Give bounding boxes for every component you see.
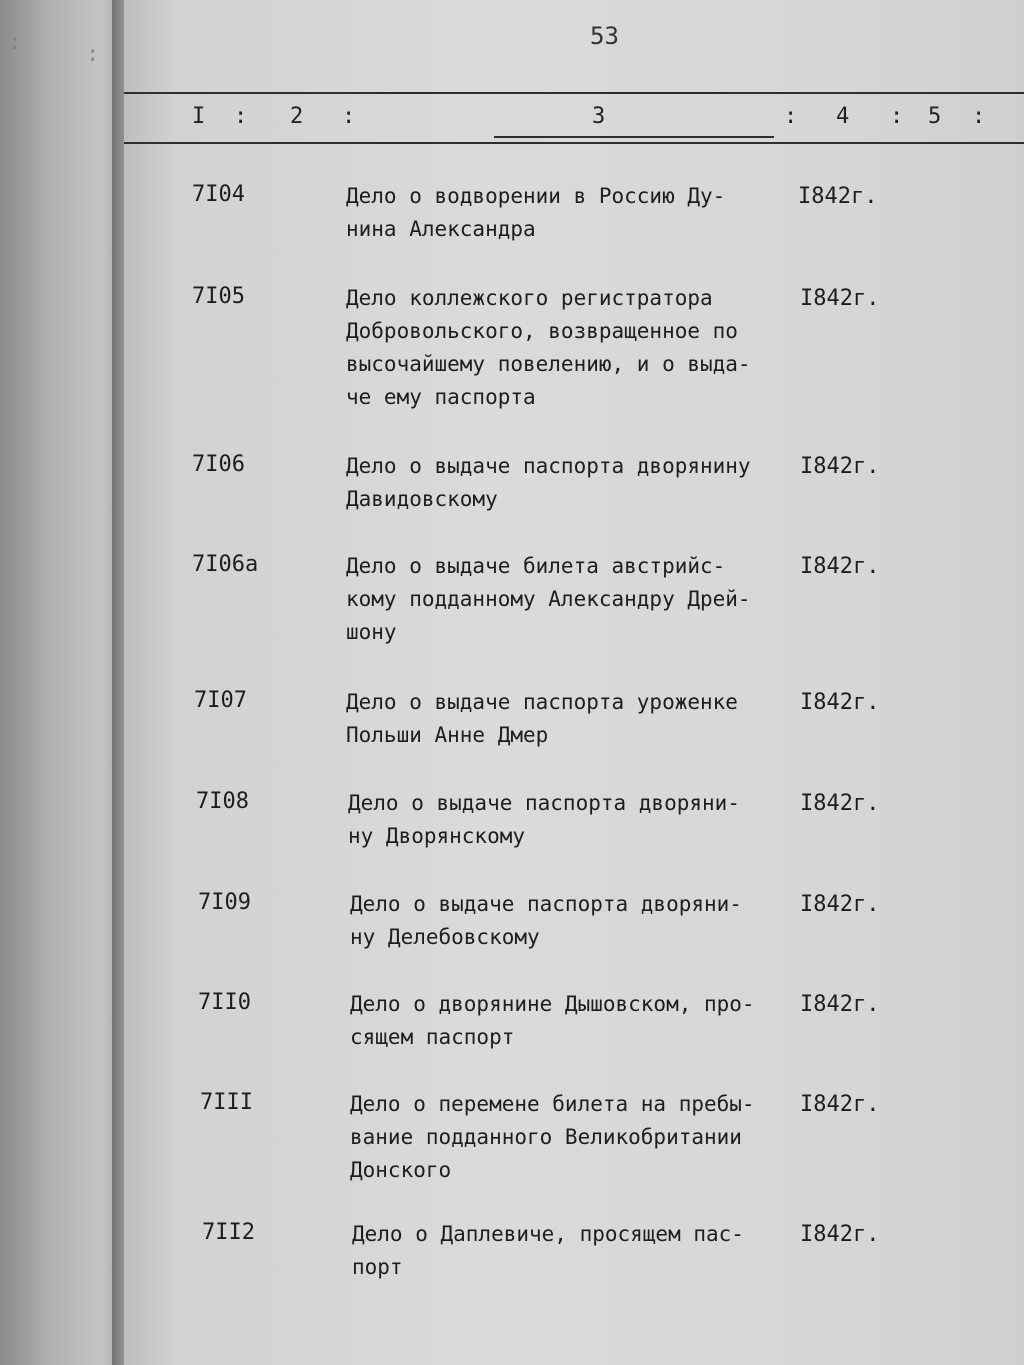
entry-description — [350, 888, 742, 954]
entry-description-line: Дело о выдаче билета австрийс- — [346, 554, 726, 578]
entry-description-line: Дело о дворянине Дышовском, про- — [350, 992, 755, 1016]
entry-description — [350, 1088, 755, 1187]
entry-year: I842г. — [800, 286, 880, 311]
document-page — [124, 0, 1024, 1365]
entry-description-line: вание подданного Великобритании — [350, 1125, 742, 1149]
column-head-2: 2 — [290, 104, 304, 129]
column-head-5: 5 — [928, 104, 942, 129]
entry-description-line: Дело о выдаче паспорта дворяни- — [350, 892, 742, 916]
entry-description-line: порт — [352, 1255, 403, 1279]
entry-description-line: Добровольского, возвращенное по — [346, 319, 738, 343]
entry-year: I842г. — [800, 992, 880, 1017]
previous-page-edge: : : — [0, 0, 128, 1365]
entry-description-line: Дело о перемене билета на пребы- — [350, 1092, 755, 1116]
entry-number: 7I04 — [192, 182, 245, 207]
entry-description-line: кому подданному Александру Дрей- — [346, 587, 751, 611]
entry-description-line: Дело о водворении в Россию Ду- — [346, 184, 726, 208]
entry-description-line: Польши Анне Дмер — [346, 723, 549, 747]
entry-description-line: че ему паспорта — [346, 385, 536, 409]
entry-description — [350, 988, 755, 1054]
column-separator: : — [784, 104, 798, 129]
entry-year: I842г. — [800, 554, 880, 579]
entry-description — [346, 686, 738, 752]
entry-description — [346, 450, 751, 516]
entry-description-line: шону — [346, 620, 397, 644]
entry-number: 7I08 — [196, 789, 249, 814]
entry-year: I842г. — [798, 184, 878, 209]
column-separator: : — [234, 104, 248, 129]
entry-description-line: ну Дворянскому — [348, 824, 526, 848]
entry-description-line: Дело о выдаче паспорта уроженке — [346, 690, 738, 714]
entry-description-line: Давидовскому — [346, 487, 498, 511]
entry-description-line: сящем паспорт — [350, 1025, 515, 1049]
entry-number: 7II2 — [202, 1220, 255, 1245]
entry-year: I842г. — [800, 454, 880, 479]
entry-description-line: Дело о выдаче паспорта дворянину — [346, 454, 751, 478]
column-separator: : — [342, 104, 356, 129]
column-head-1: I — [192, 104, 206, 129]
entry-number: 7I07 — [194, 688, 247, 713]
column-3-underline — [494, 136, 774, 138]
entry-description-line: ну Делебовскому — [350, 925, 540, 949]
column-head-4: 4 — [836, 104, 850, 129]
header-rule-top — [124, 92, 1024, 94]
entry-description — [346, 282, 751, 414]
entry-year: I842г. — [800, 892, 880, 917]
entry-description — [352, 1218, 744, 1284]
entry-year: I842г. — [800, 690, 880, 715]
entry-description-line: Дело о Даплевиче, просящем пас- — [352, 1222, 744, 1246]
entry-description — [346, 550, 751, 649]
entry-number: 7III — [200, 1090, 253, 1115]
entry-description-line: нина Александра — [346, 217, 536, 241]
entry-description-line: Дело коллежского регистратора — [346, 286, 713, 310]
entry-number: 7I09 — [198, 890, 251, 915]
entry-number: 7I06 — [192, 452, 245, 477]
entry-year: I842г. — [800, 1092, 880, 1117]
page-number: 53 — [590, 22, 619, 50]
entry-year: I842г. — [800, 791, 880, 816]
entry-number: 7I05 — [192, 284, 245, 309]
entry-description — [346, 180, 725, 246]
header-rule-bottom — [124, 142, 1024, 144]
entry-number: 7II0 — [198, 990, 251, 1015]
column-separator: : — [972, 104, 986, 129]
entry-description — [348, 787, 740, 853]
column-head-3: 3 — [592, 104, 606, 129]
entry-description-line: Дело о выдаче паспорта дворяни- — [348, 791, 740, 815]
entry-description-line: Донского — [350, 1158, 452, 1182]
column-separator: : — [890, 104, 904, 129]
entry-year: I842г. — [800, 1222, 880, 1247]
entry-number: 7I06а — [192, 552, 259, 577]
entry-description-line: высочайшему повелению, и о выда- — [346, 352, 751, 376]
